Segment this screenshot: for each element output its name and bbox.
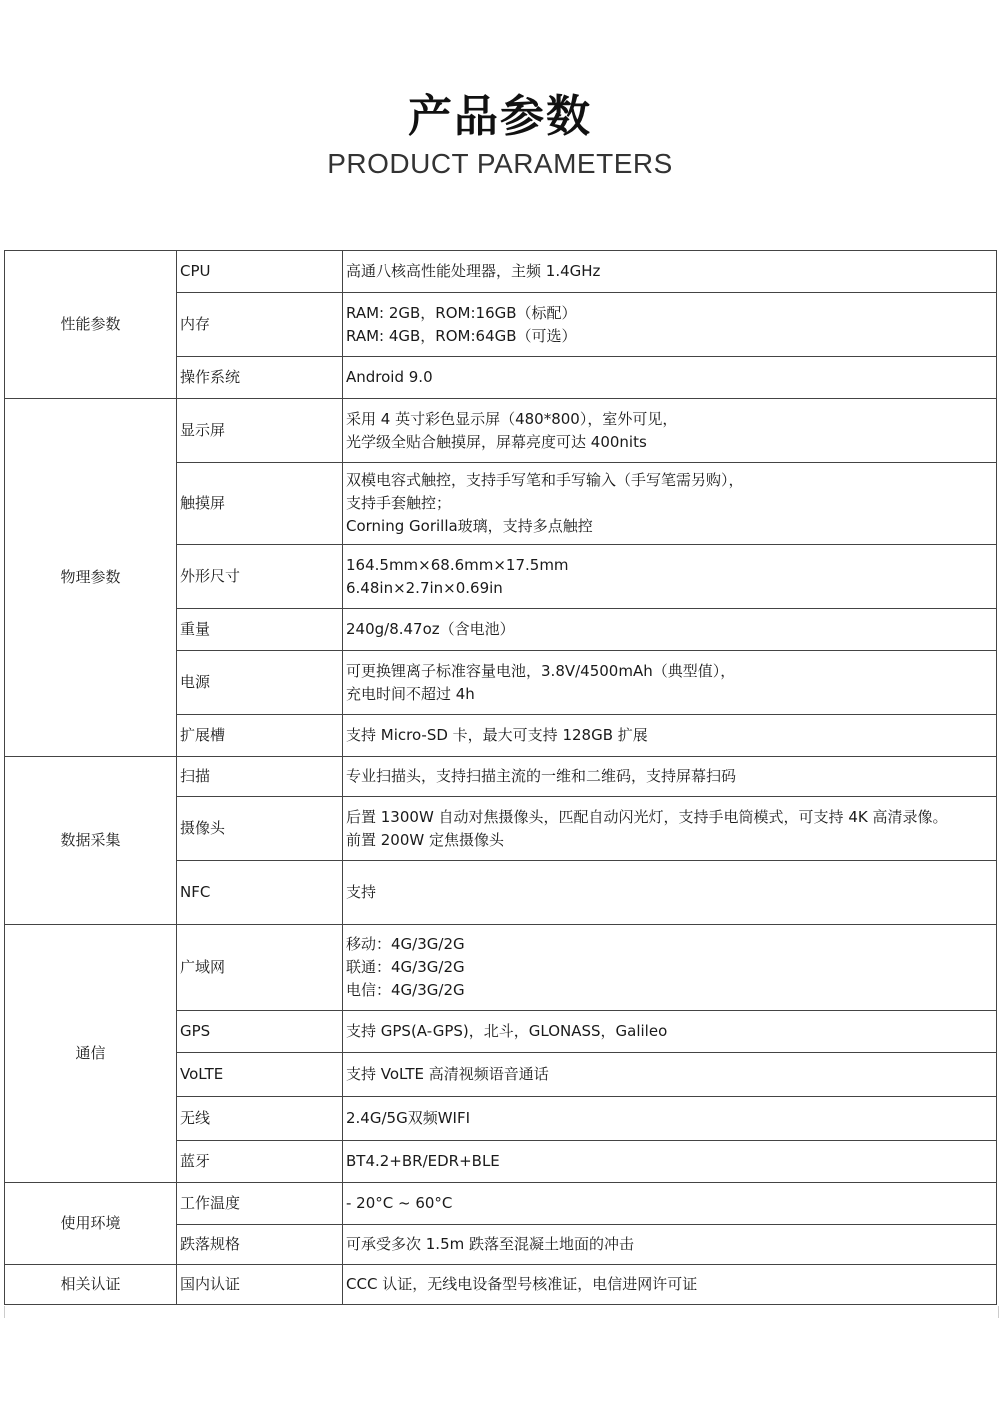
item-cell: 重量 [177,609,343,651]
value-line: 可承受多次 1.5m 跌落至混凝土地面的冲击 [346,1235,635,1253]
value-cell [343,1053,997,1097]
value-line: 专业扫描头，支持扫描主流的一维和二维码，支持屏幕扫码 [346,767,737,785]
value-cell [343,1225,997,1265]
value-line: 光学级全贴合触摸屏，屏幕亮度可达 400nits [346,432,647,451]
item-cell: 内存 [177,293,343,357]
value-cell [343,715,997,757]
item-cell: 蓝牙 [177,1141,343,1183]
category-cell: 相关认证 [5,1265,177,1305]
value-line: RAM: 4GB，ROM:64GB（可选） [346,326,577,345]
value-line: 支持 [346,883,377,901]
item-cell: 电源 [177,651,343,715]
item-cell: 显示屏 [177,399,343,463]
value-line: 支持 Micro-SD 卡，最大可支持 128GB 扩展 [346,726,648,744]
table-row [5,399,997,463]
table-row [5,251,997,293]
value-line: 支持 VoLTE 高清视频语音通话 [346,1065,549,1083]
item-cell: 外形尺寸 [177,545,343,609]
value-line: 移动：4G/3G/2G [346,935,465,953]
item-cell: CPU [177,251,343,293]
value-cell [343,293,997,357]
item-cell: 工作温度 [177,1183,343,1225]
value-line: 充电时间不超过 4h [346,684,475,703]
item-cell: 跌落规格 [177,1225,343,1265]
item-cell: 摄像头 [177,797,343,861]
value-line: 前置 200W 定焦摄像头 [346,830,504,849]
value-cell [343,757,997,797]
value-cell [343,545,997,609]
value-line: 164.5mm×68.6mm×17.5mm [346,555,569,574]
value-line: Android 9.0 [346,368,433,386]
value-line: 可更换锂离子标准容量电池，3.8V/4500mAh（典型值）， [346,661,736,680]
item-cell: 扩展槽 [177,715,343,757]
value-cell [343,925,997,1011]
value-line: 采用 4 英寸彩色显示屏（480*800），室外可见， [346,409,678,428]
value-cell [343,861,997,925]
page-subtitle: PRODUCT PARAMETERS [327,148,673,179]
value-line: 支持手套触控； [346,494,452,512]
value-line: RAM: 2GB，ROM:16GB（标配） [346,303,577,322]
spec-table-body [5,251,997,1305]
value-line: Corning Gorilla玻璃，支持多点触控 [346,517,593,535]
value-line: - 20°C ~ 60°C [346,1194,453,1212]
value-line: 2.4G/5G双频WIFI [346,1109,471,1127]
value-line: 电信：4G/3G/2G [346,981,465,999]
value-line: 支持 GPS(A-GPS)，北斗，GLONASS，Galileo [346,1022,668,1040]
category-cell: 物理参数 [5,399,177,757]
value-line: 双模电容式触控，支持手写笔和手写输入（手写笔需另购）， [346,471,744,489]
value-cell [343,609,997,651]
value-cell [343,399,997,463]
value-cell [343,1265,997,1305]
value-cell [343,1097,997,1141]
spec-table [4,250,997,1305]
value-line: 联通：4G/3G/2G [346,958,465,976]
value-line: BT4.2+BR/EDR+BLE [346,1152,500,1170]
item-cell: 广域网 [177,925,343,1011]
table-row [5,1183,997,1225]
value-cell [343,251,997,293]
item-cell: NFC [177,861,343,925]
value-cell [343,651,997,715]
value-cell [343,797,997,861]
value-cell [343,357,997,399]
value-cell [343,1011,997,1053]
category-cell: 通信 [5,925,177,1183]
value-line: 后置 1300W 自动对焦摄像头，匹配自动闪光灯，支持手电筒模式，可支持 4K 高清录像。 [346,807,948,826]
category-cell: 数据采集 [5,757,177,925]
table-row [5,757,997,797]
table-row [5,1265,997,1305]
value-cell [343,1141,997,1183]
value-line: 高通八核高性能处理器，主频 1.4GHz [346,262,601,280]
item-cell: GPS [177,1011,343,1053]
value-cell [343,463,997,545]
table-row [5,925,997,1011]
value-line: 6.48in×2.7in×0.69in [346,578,503,597]
category-cell: 使用环境 [5,1183,177,1265]
value-line: CCC 认证，无线电设备型号核准证，电信进网许可证 [346,1275,698,1293]
item-cell: 国内认证 [177,1265,343,1305]
table-bottom-guide [4,1306,999,1318]
page-title: 产品参数 [408,91,592,142]
item-cell: 无线 [177,1097,343,1141]
value-line: 240g/8.47oz（含电池） [346,620,515,638]
item-cell: 操作系统 [177,357,343,399]
item-cell: 触摸屏 [177,463,343,545]
value-cell [343,1183,997,1225]
item-cell: VoLTE [177,1053,343,1097]
category-cell: 性能参数 [5,251,177,399]
item-cell: 扫描 [177,757,343,797]
